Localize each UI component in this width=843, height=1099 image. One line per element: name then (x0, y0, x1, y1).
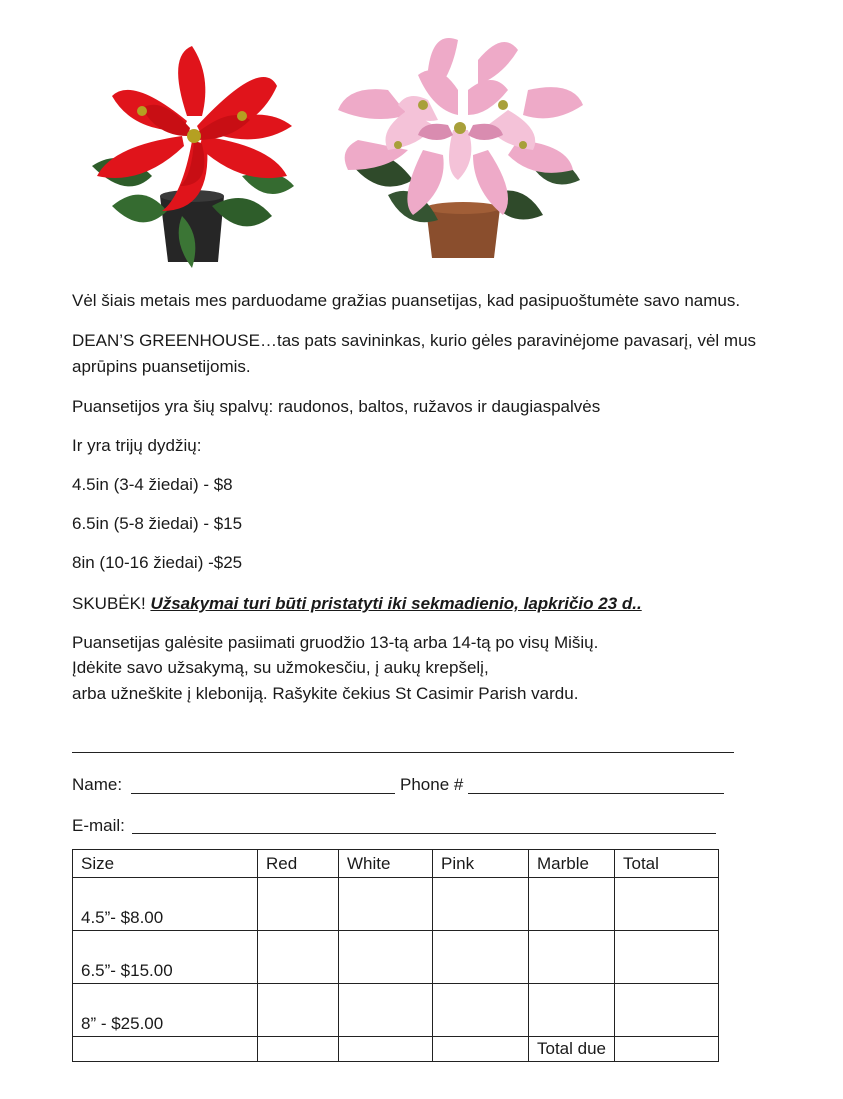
qty-cell[interactable] (339, 931, 433, 984)
total-cell[interactable] (615, 984, 719, 1037)
pickup-text-line3: arba užneškite į kleboniją. Rašykite čekius St Casimir Parish vardu. (72, 684, 579, 703)
table-row (73, 878, 719, 931)
header-total: Total (615, 850, 719, 878)
size-option-3: 8in (10-16 žiedai) -$25 (72, 553, 243, 572)
qty-cell[interactable] (529, 931, 615, 984)
qty-cell[interactable] (433, 931, 529, 984)
cut-line (72, 752, 734, 753)
header-red: Red (258, 850, 339, 878)
qty-cell[interactable] (339, 878, 433, 931)
header-marble: Marble (529, 850, 615, 878)
qty-cell[interactable] (339, 984, 433, 1037)
pickup-text-line2: Įdėkite savo užsakymą, su užmokesčiu, į aukų krepšelį, (72, 658, 489, 677)
email-label: E-mail: (72, 816, 125, 835)
row-size-label: 4.5”- $8.00 (73, 878, 258, 931)
size-option-2: 6.5in (5-8 žiedai) - $15 (72, 514, 243, 533)
table-header-row (73, 850, 719, 878)
qty-cell[interactable] (258, 931, 339, 984)
empty-cell (433, 1037, 529, 1062)
colors-text: Puansetijos yra šių spalvų: raudonos, baltos, ružavos ir daugiaspalvės (72, 397, 601, 416)
qty-cell[interactable] (258, 878, 339, 931)
sizes-intro-text: Ir yra trijų dydžių: (72, 436, 202, 455)
size-option-1: 4.5in (3-4 žiedai) - $8 (72, 475, 233, 494)
table-row (73, 931, 719, 984)
red-poinsettia-image (72, 36, 302, 268)
total-cell[interactable] (615, 878, 719, 931)
empty-cell (73, 1037, 258, 1062)
deadline-text: Užsakymai turi būti pristatyti iki sekmadienio, lapkričio 23 d.. (150, 594, 642, 613)
table-row (73, 984, 719, 1037)
total-cell[interactable] (615, 931, 719, 984)
header-size: Size (73, 850, 258, 878)
row-size-label: 8” - $25.00 (73, 984, 258, 1037)
greenhouse-text-line2: aprūpins puansetijomis. (72, 357, 251, 376)
phone-label: Phone # (400, 775, 464, 794)
pink-poinsettia-image (328, 30, 588, 262)
empty-cell (258, 1037, 339, 1062)
phone-field[interactable] (468, 793, 724, 794)
total-due-label: Total due (529, 1037, 615, 1062)
total-due-row (73, 1037, 719, 1062)
pickup-text-line1: Puansetijas galėsite pasiimati gruodžio 13-tą arba 14-tą po visų Mišių. (72, 633, 599, 652)
row-size-label: 6.5”- $15.00 (73, 931, 258, 984)
qty-cell[interactable] (433, 984, 529, 1037)
hurry-label: SKUBĖK! (72, 594, 146, 613)
qty-cell[interactable] (529, 878, 615, 931)
header-white: White (339, 850, 433, 878)
name-label: Name: (72, 775, 123, 794)
empty-cell (339, 1037, 433, 1062)
header-pink: Pink (433, 850, 529, 878)
order-table (72, 849, 719, 1062)
deadline-line (72, 591, 642, 616)
total-due-cell[interactable] (615, 1037, 719, 1062)
name-field[interactable] (131, 793, 395, 794)
qty-cell[interactable] (258, 984, 339, 1037)
greenhouse-text-line1: DEAN’S GREENHOUSE…tas pats savininkas, kurio gėles paravinėjome pavasarį, vėl mus (72, 331, 757, 350)
qty-cell[interactable] (529, 984, 615, 1037)
email-field[interactable] (132, 833, 716, 834)
intro-text: Vėl šiais metais mes parduodame gražias puansetijas, kad pasipuoštumėte savo namus. (72, 291, 741, 310)
qty-cell[interactable] (433, 878, 529, 931)
